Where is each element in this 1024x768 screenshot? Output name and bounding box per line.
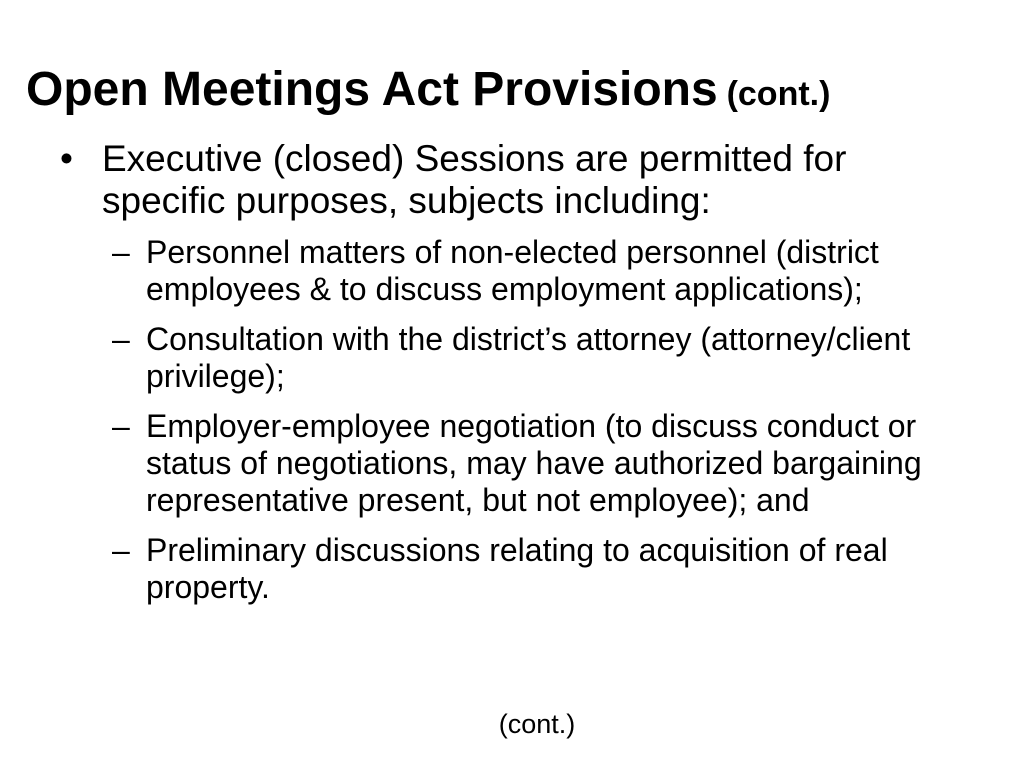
main-bullet-text: Executive (closed) Sessions are permitted for specific purposes, subjects including: (102, 138, 847, 221)
dash-icon: – (112, 408, 130, 444)
bullet-dot-icon: • (60, 138, 73, 179)
sub-bullet-text: Personnel matters of non-elected personnel (district employees & to discuss employment applications); (146, 234, 879, 307)
main-bullet (60, 138, 980, 222)
sub-bullet-attorney (112, 321, 992, 395)
sub-bullet-text: Employer-employee negotiation (to discuss conduct or status of negotiations, may have authorized bargaining representative present, but not employee); and (146, 408, 922, 518)
title-suffix: (cont.) (726, 75, 831, 113)
footer-continued: (cont.) (498, 709, 576, 739)
sub-bullet-list (112, 234, 992, 619)
slide-title (26, 64, 830, 117)
sub-bullet-property (112, 532, 992, 606)
dash-icon: – (112, 321, 130, 357)
title-main: Open Meetings Act Provisions (26, 63, 718, 116)
sub-bullet-text: Preliminary discussions relating to acquisition of real property. (146, 532, 888, 605)
sub-bullet-text: Consultation with the district’s attorney (attorney/client privilege); (146, 321, 911, 394)
dash-icon: – (112, 234, 130, 270)
sub-bullet-negotiation (112, 408, 992, 519)
dash-icon: – (112, 532, 130, 568)
sub-bullet-personnel (112, 234, 992, 308)
